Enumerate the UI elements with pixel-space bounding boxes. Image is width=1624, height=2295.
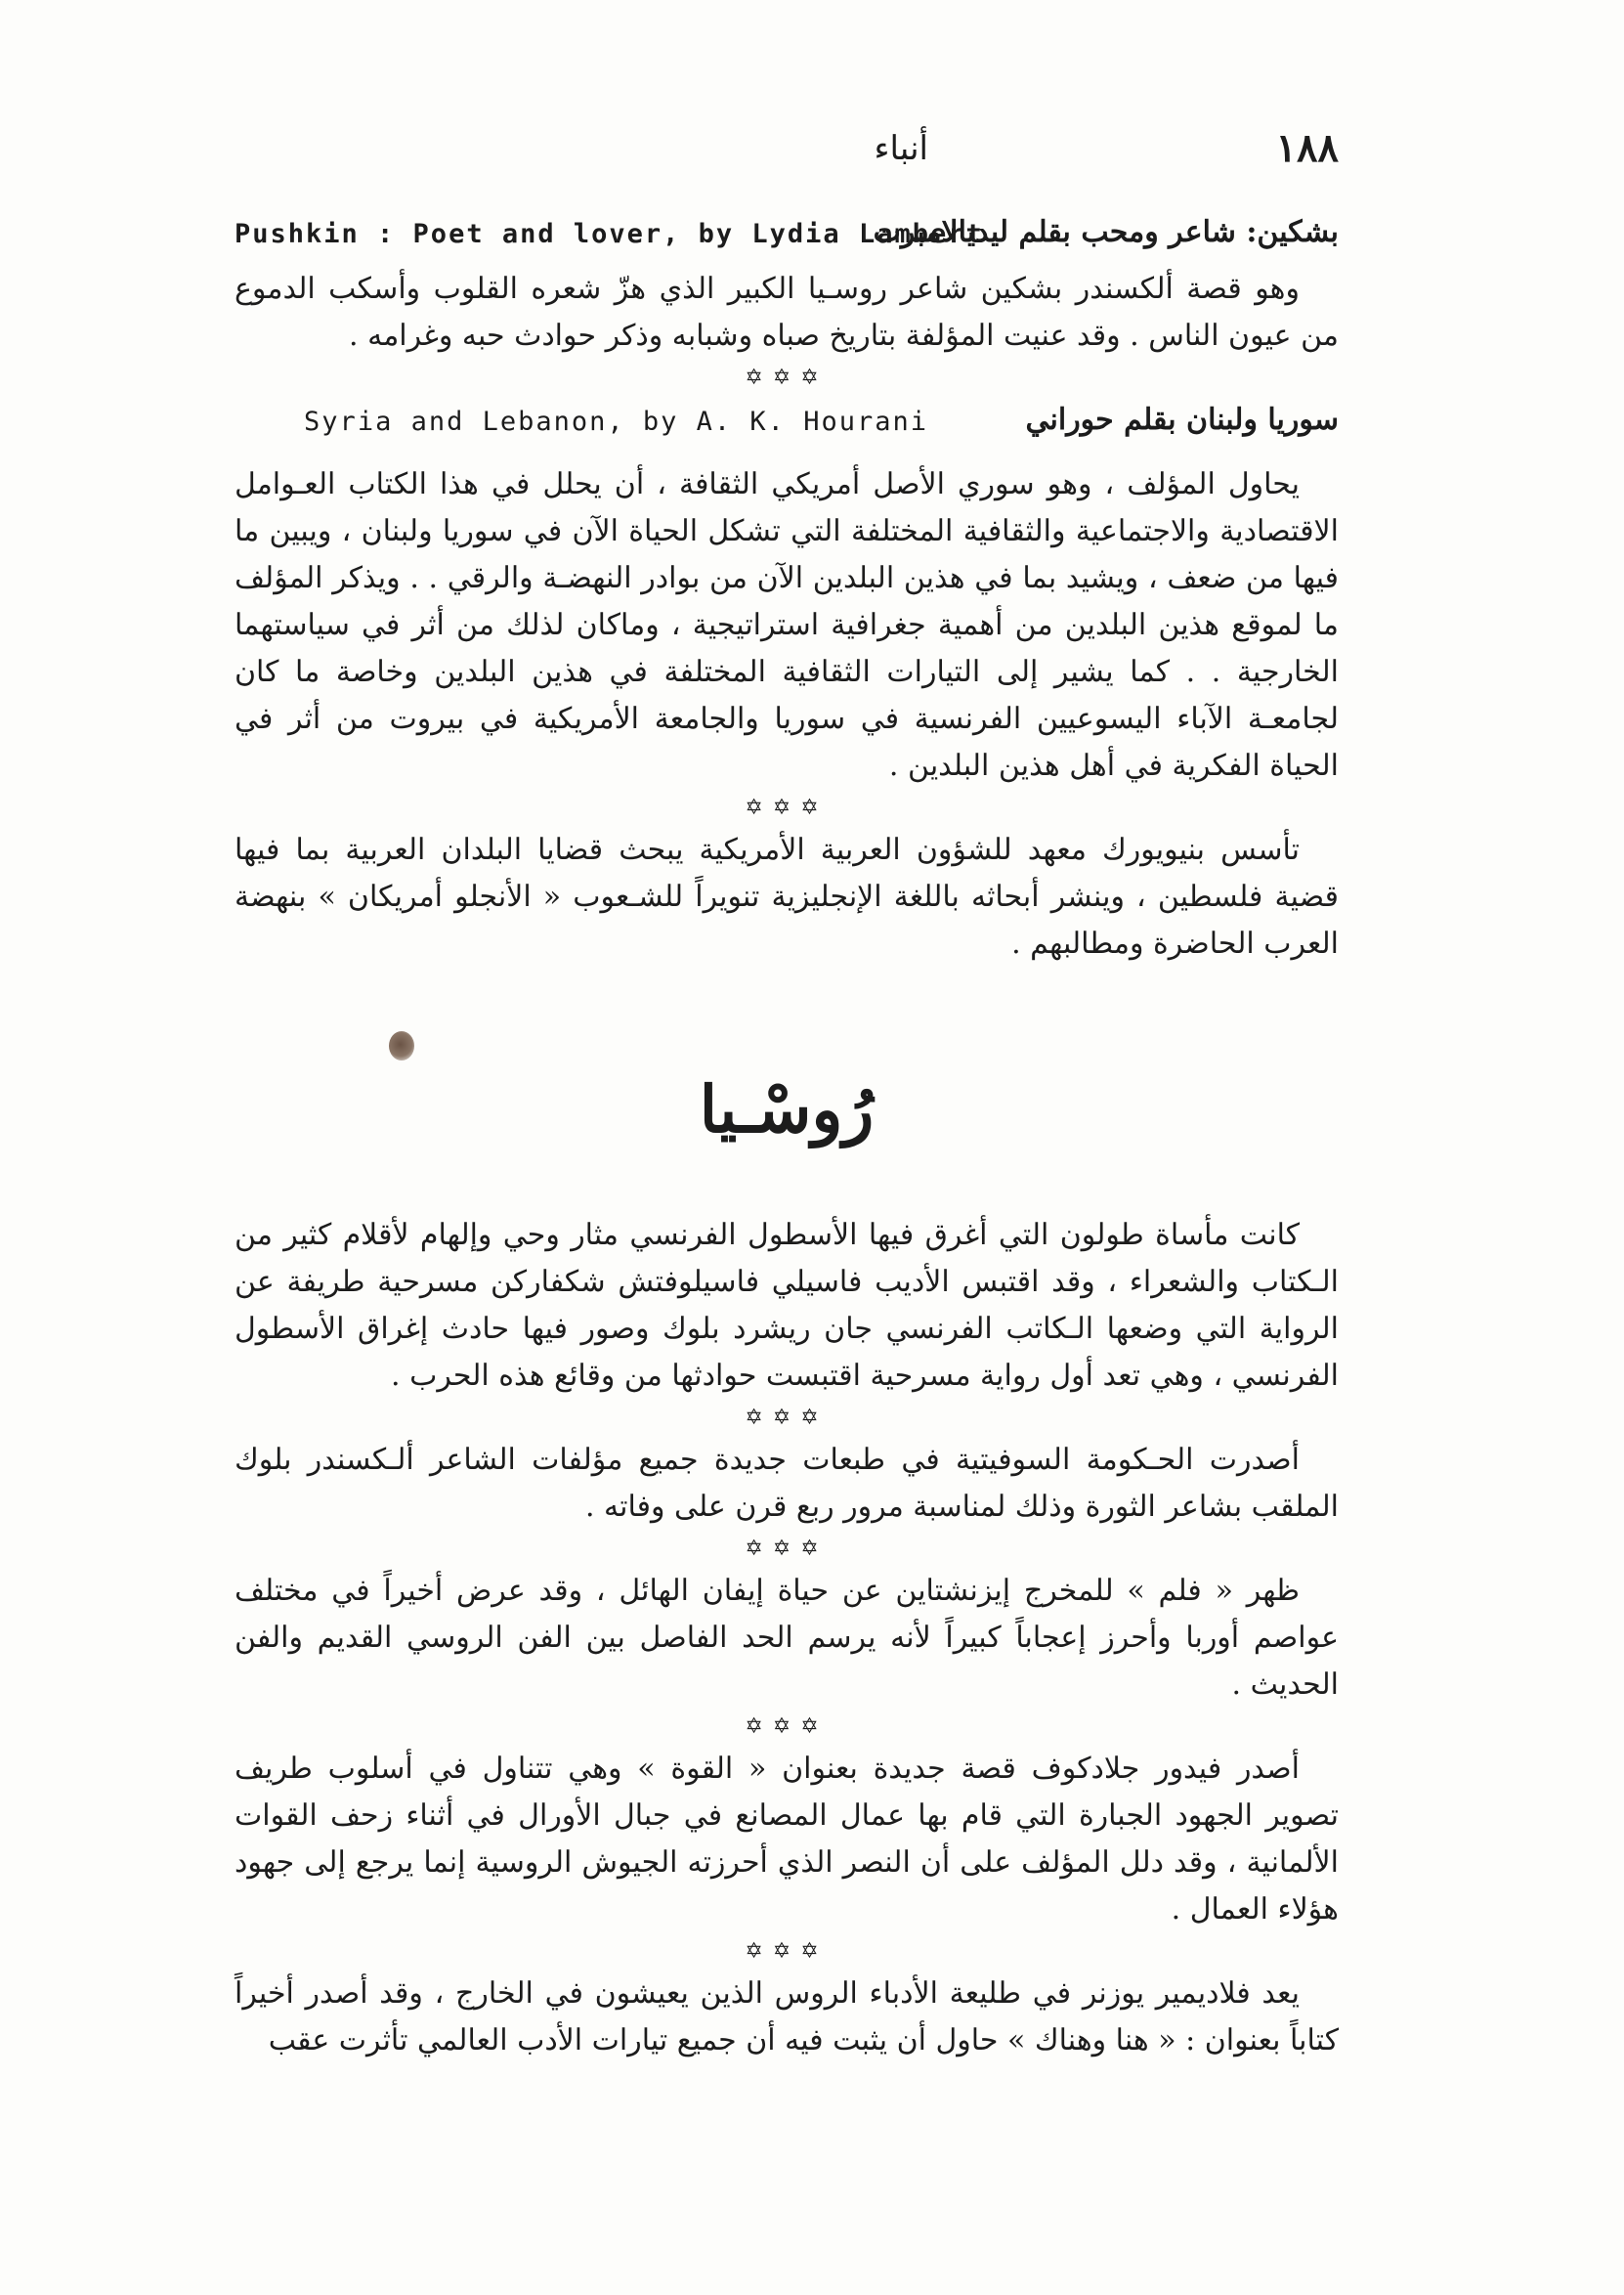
book-title-syria-lebanon <box>235 403 1339 448</box>
section-title-russia: رُوسْـيا <box>699 1071 875 1148</box>
news-paragraph: تأسس بنيويورك معهد للشؤون العربية الأمريكية يبحث قضايا البلدان العربية بما فيها قضية فلسطين ، وينشر أبحاثه باللغة الإنجليزية تنويراً للشـعوب « الأنجلو أمريكان » بنهضة العرب الحاضرة ومطالبهم . <box>235 833 1339 961</box>
book-title-arabic: سوريا ولبنان بقلم حوراني <box>1025 403 1339 437</box>
section-divider-stars: ✡✡✡ <box>745 1939 829 1964</box>
review-paragraph: يحاول المؤلف ، وهو سوري الأصل أمريكي الثقافة ، أن يحلل في هذا الكتاب العـوامل الاقتصادية والاجتماعية والثقافية المختلفة التي تشكل الحياة الآن في سوريا ولبنان ، ويبين ما فيها من ضعف ، ويشيد بما في هذين البلدين الآن من بوادر النهضـة والرقي . . ويذكر المؤلف ما لموقع هذين البلدين من أهمية جغرافية استراتيجية ، وماكان لذلك من أثر في سياستهما الخارجية . . كما يشير إلى التيارات الثقافية المختلفة في هذين البلدين وخاصة ما كان لجامعـة الآباء اليسوعيين الفرنسية في سوريا والجامعة الأمريكية في بيروت من أثر في الحياة الفكرية في أهل هذين البلدين . <box>235 467 1339 783</box>
paper-stain <box>389 1031 414 1061</box>
page-content <box>235 215 1339 2064</box>
section-divider-stars: ✡✡✡ <box>745 796 829 820</box>
book-title-english: Pushkin : Poet and lover, by Lydia Lambert <box>235 219 984 249</box>
news-paragraph: كانت مأساة طولون التي أغرق فيها الأسطول الفرنسي مثار وحي وإلهام لأقلام كثير من الـكتاب والشعراء ، وقد اقتبس الأديب فاسيلي فاسيلوفتش شكفاركن مسرحية طريفة عن الرواية التي وضعها الـكاتب الفرنسي جان ريشرد بلوك وصور فيها حادث إغراق الأسطول الفرنسي ، وهي تعد أول رواية مسرحية اقتبست حوادثها من وقائع هذه الحرب . <box>235 1218 1339 1393</box>
review-paragraph: وهو قصة ألكسندر بشكين شاعر روسـيا الكبير الذي هزّ شعره القلوب وأسكب الدموع من عيون الناس . وقد عنيت المؤلفة بتاريخ صباه وشبابه وذكر حوادث حبه وغرامه . <box>235 272 1339 353</box>
section-divider-stars: ✡✡✡ <box>745 366 829 390</box>
news-paragraph: ظهر « فلم » للمخرج إيزنشتاين عن حياة إيفان الهائل ، وقد عرض أخيراً في مختلف عواصم أوربا وأحرز إعجاباً كبيراً لأنه يرسم الحد الفاصل بين الفن الروسي القديم والفن الحديث . <box>235 1574 1339 1702</box>
news-paragraph: أصدرت الحـكومة السوفيتية في طبعات جديدة جميع مؤلفات الشاعر ألـكسندر بلوك الملقب بشاعر الثورة وذلك لمناسبة مرور ربع قرن على وفاته . <box>235 1443 1339 1524</box>
book-title-pushkin <box>235 215 1339 260</box>
section-divider-stars: ✡✡✡ <box>745 1406 829 1430</box>
running-title: أنباء <box>874 129 928 168</box>
book-title-arabic: بشكين: شاعر ومحب بقلم ليديالامبرت <box>873 215 1339 249</box>
page-header <box>235 125 1339 184</box>
section-divider-stars: ✡✡✡ <box>745 1537 829 1561</box>
book-title-english: Syria and Lebanon, by A. K. Hourani <box>304 407 928 437</box>
page-number: ١٨٨ <box>1275 125 1339 171</box>
section-divider-stars: ✡✡✡ <box>745 1714 829 1739</box>
news-paragraph: أصدر فيدور جلادكوف قصة جديدة بعنوان « القوة » وهي تتناول في أسلوب طريف تصوير الجهود الجبارة التي قام بها عمال المصانع في جبال الأورال في أثناء زحف القوات الألمانية ، وقد دلل المؤلف على أن النصر الذي أحرزته الجيوش الروسية إنما يرجع إلى جهود هؤلاء العمال . <box>235 1752 1339 1927</box>
news-paragraph: يعد فلاديمير يوزنر في طليعة الأدباء الروس الذين يعيشون في الخارج ، وقد أصدر أخيراً كتاباً بعنوان : « هنا وهناك » حاول أن يثبت فيه أن جميع تيارات الأدب العالمي تأثرت عقب <box>235 1976 1339 2057</box>
